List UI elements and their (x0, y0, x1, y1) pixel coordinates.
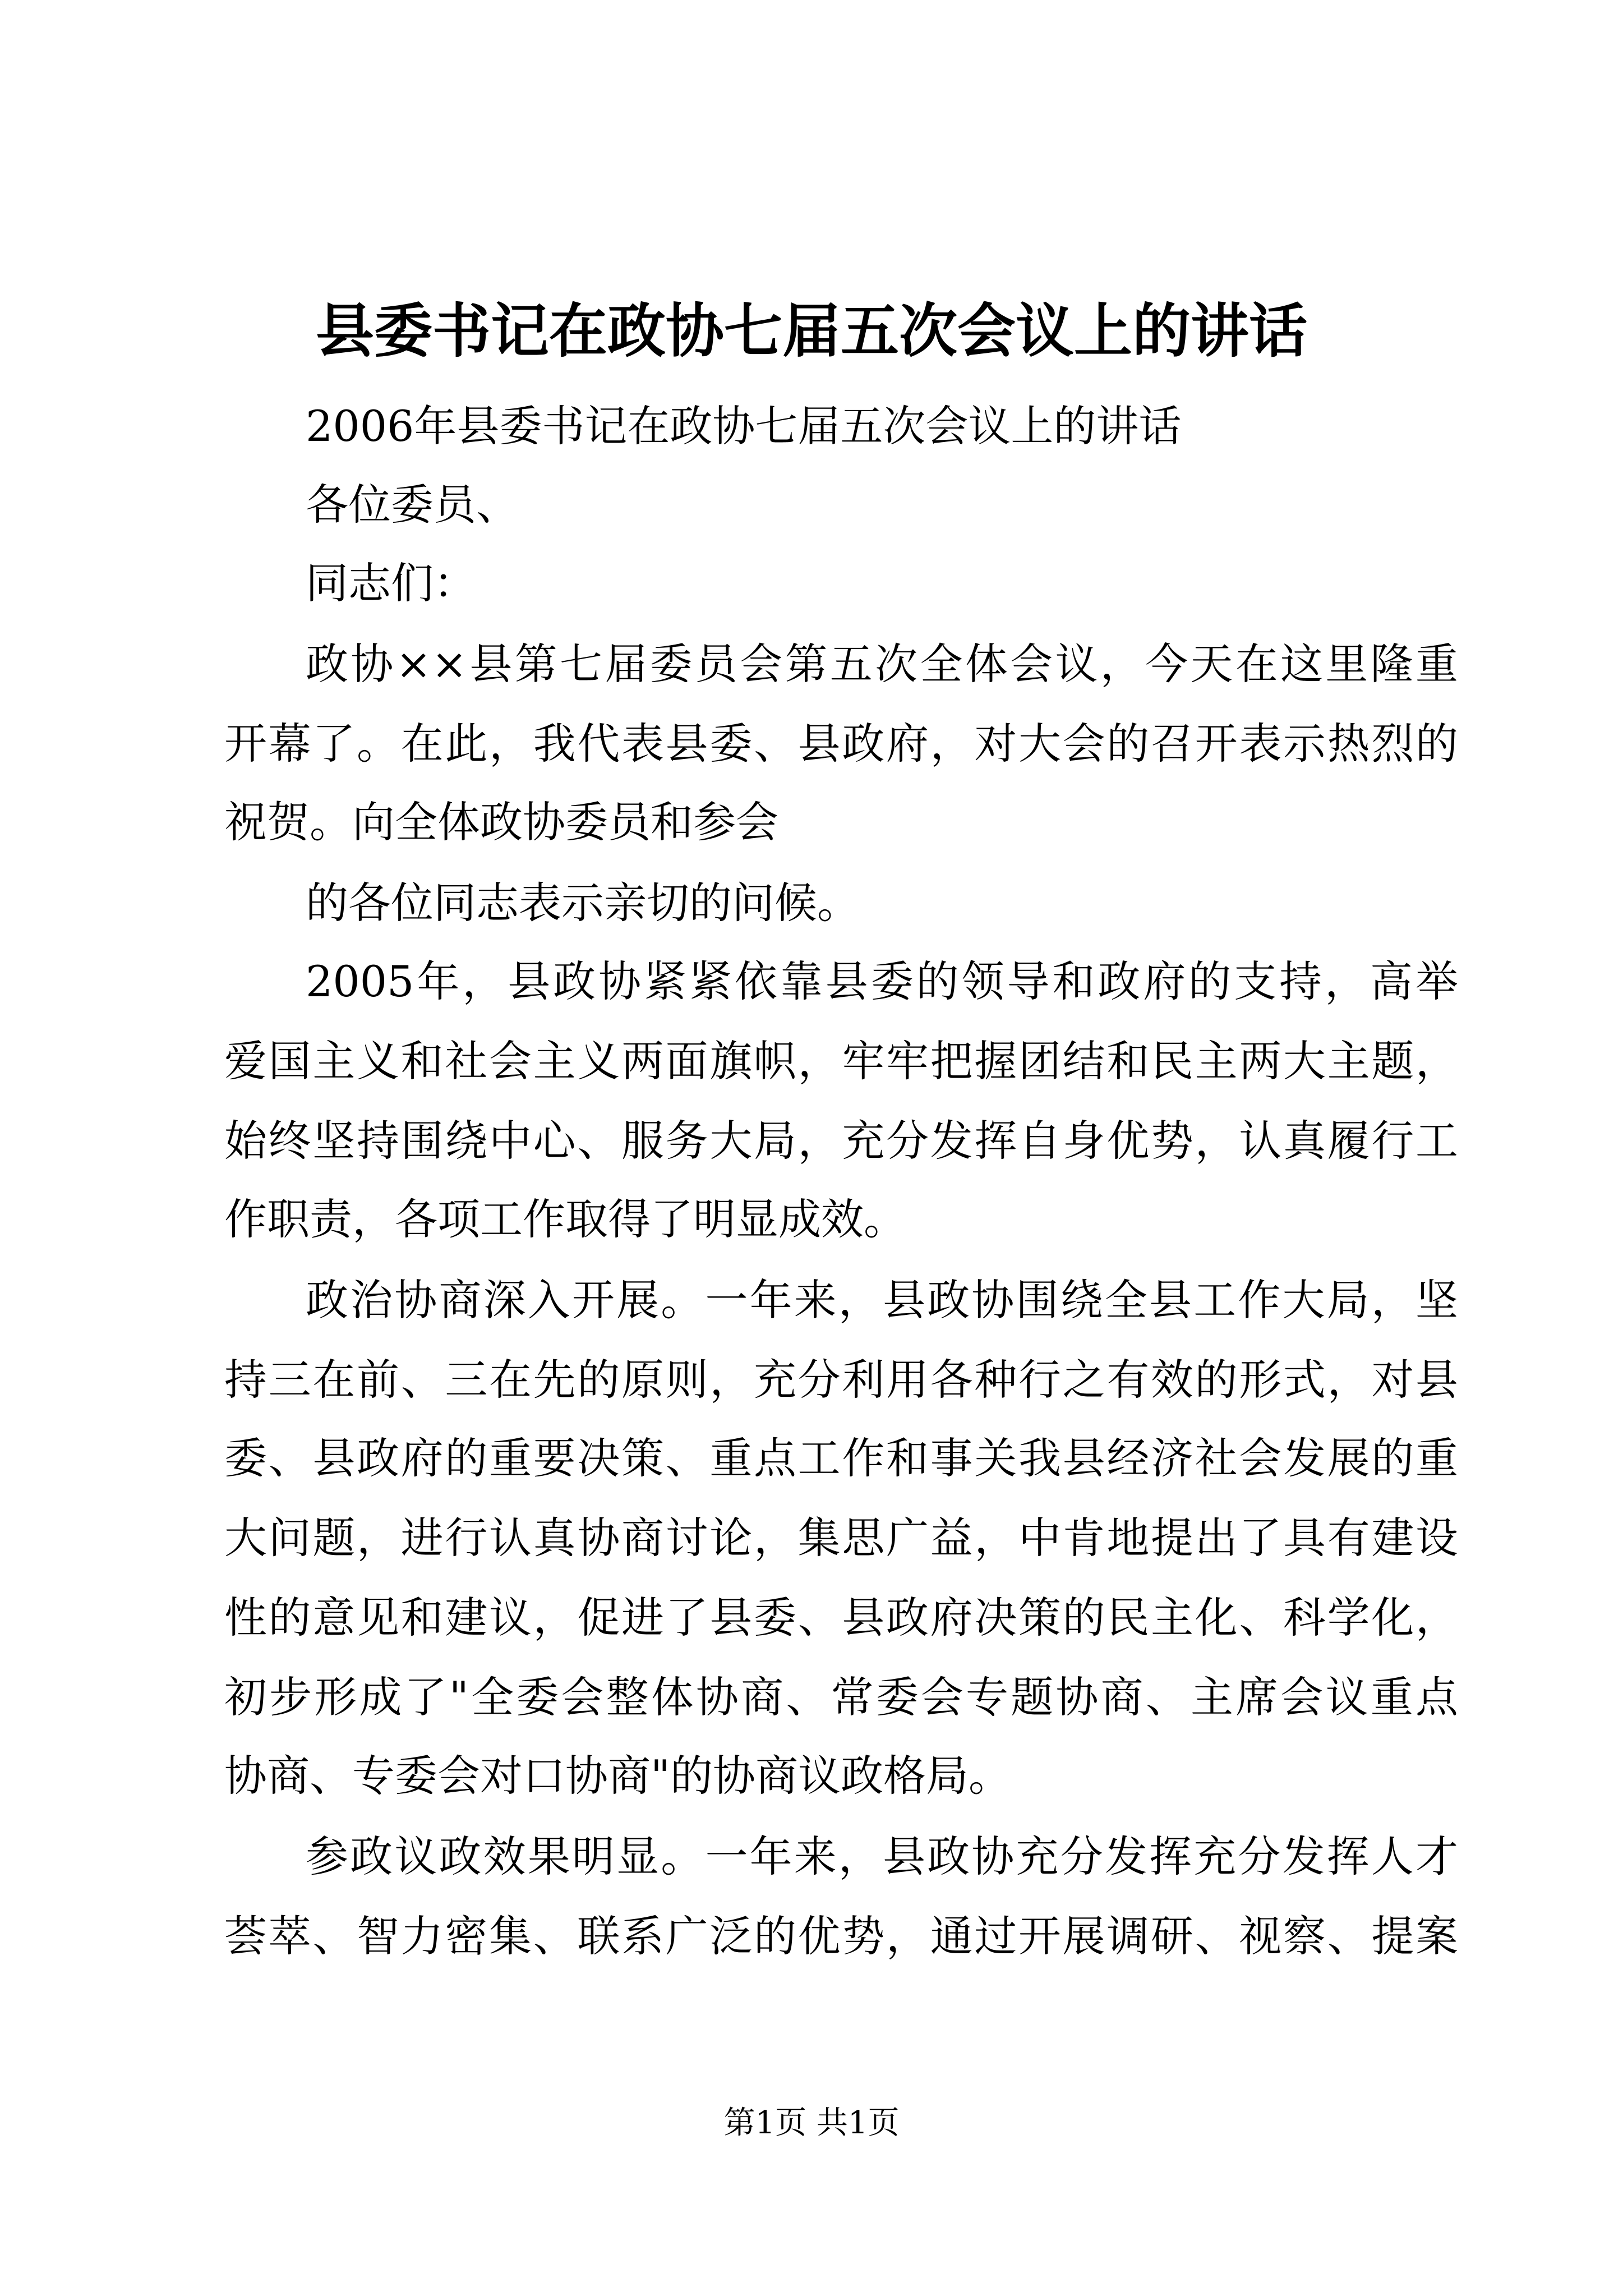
body-line: 大问题，进行认真协商讨论，集思广益，中肯地提出了具有建设 (224, 1513, 1458, 1563)
body-line: 政治协商深入开展。一年来，县政协围绕全县工作大局，坚 (306, 1275, 1458, 1325)
body-line: 始终坚持围绕中心、服务大局，充分发挥自身优势，认真履行工 (224, 1116, 1458, 1166)
body-line: 爱国主义和社会主义两面旗帜，牢牢把握团结和民主两大主题， (224, 1036, 1458, 1086)
page-number-footer: 第1页 共1页 (723, 2105, 900, 2141)
body-line: 持三在前、三在先的原则，充分利用各种行之有效的形式，对县 (224, 1355, 1458, 1405)
body-line: 祝贺。向全体政协委员和参会 (224, 797, 778, 847)
salutation-line: 各位委员、 (306, 480, 519, 530)
body-line: 2005年，县政协紧紧依靠县委的领导和政府的支持，高举 (306, 956, 1458, 1006)
body-line: 委、县政府的重要决策、重点工作和事关我县经济社会发展的重 (224, 1433, 1458, 1483)
body-line: 荟萃、智力密集、联系广泛的优势，通过开展调研、视察、提案 (224, 1911, 1458, 1961)
body-line: 参政议政效果明显。一年来，县政协充分发挥充分发挥人才 (306, 1832, 1458, 1881)
subtitle-line: 2006年县委书记在政协七届五次会议上的讲话 (306, 401, 1182, 451)
body-line: 开幕了。在此，我代表县委、县政府，对大会的召开表示热烈的 (224, 719, 1458, 769)
salutation-line: 同志们： (306, 558, 476, 608)
body-line: 的各位同志表示亲切的问候。 (306, 878, 860, 928)
page-title: 县委书记在政协七届五次会议上的讲话 (315, 296, 1307, 365)
body-line: 初步形成了"全委会整体协商、常委会专题协商、主席会议重点 (224, 1672, 1458, 1722)
body-line: 协商、专委会对口协商"的协商议政格局。 (224, 1751, 1011, 1801)
body-line: 性的意见和建议，促进了县委、县政府决策的民主化、科学化， (224, 1593, 1458, 1642)
body-line: 作职责，各项工作取得了明显成效。 (224, 1194, 906, 1244)
body-line: 政协××县第七届委员会第五次全体会议，今天在这里隆重 (306, 639, 1458, 689)
